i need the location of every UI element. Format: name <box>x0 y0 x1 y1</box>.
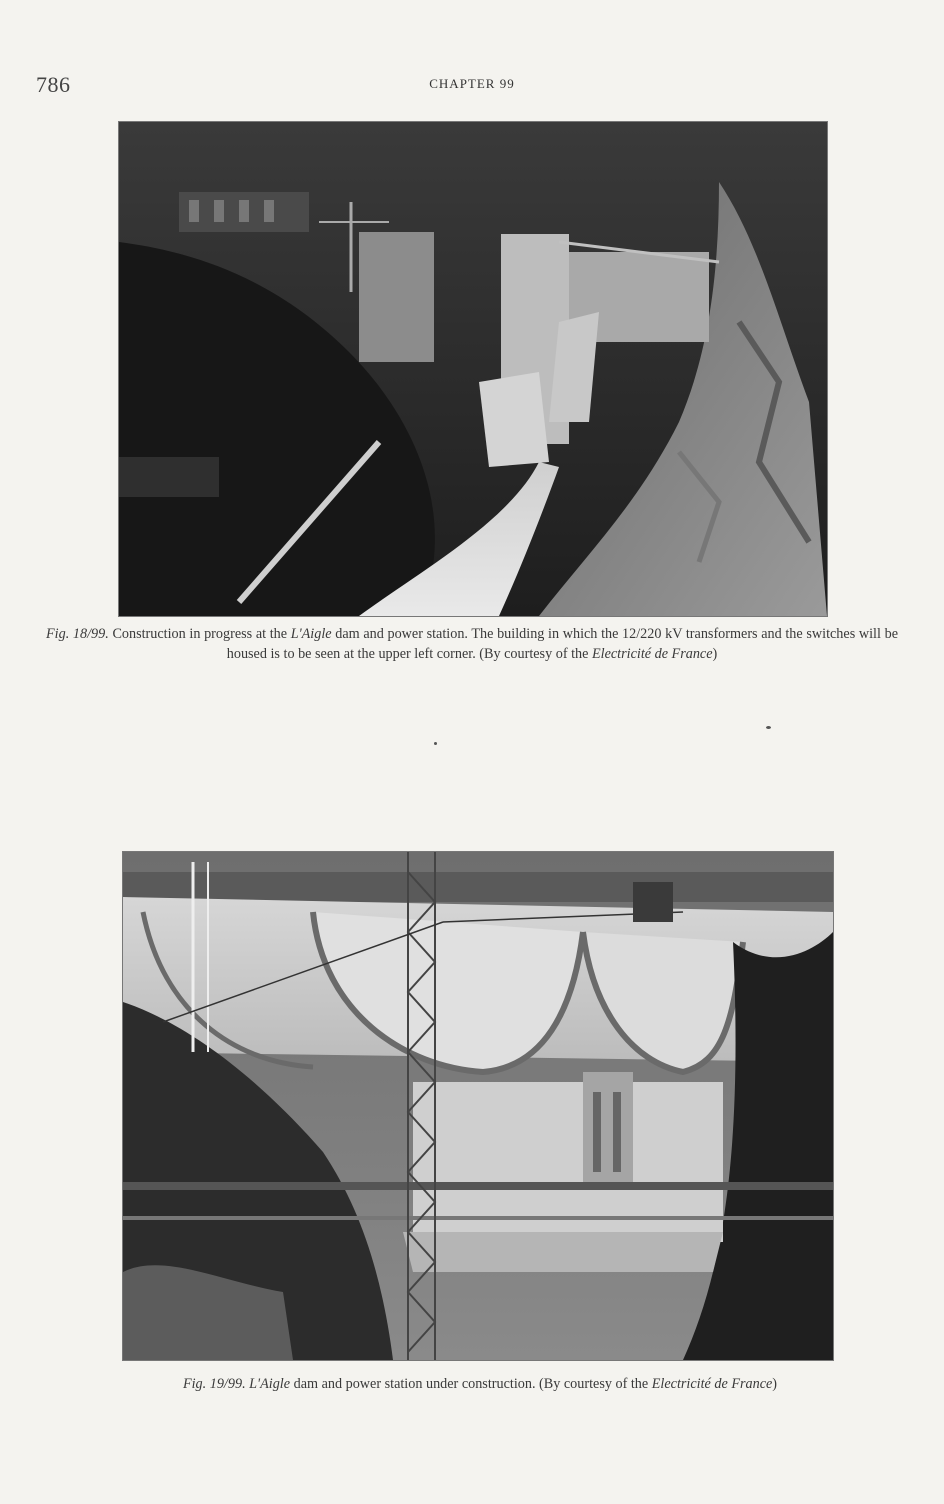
figure-19-label: Fig. 19/99. <box>182 1376 246 1392</box>
print-speck <box>434 742 437 745</box>
figure-18-caption <box>46 624 898 664</box>
figure-19-caption <box>40 1374 920 1394</box>
print-speck <box>766 726 771 729</box>
figure-18-label: Fig. 18/99. <box>46 626 109 642</box>
caption-text: dam and power station. The building in which the 12/220 kV transformers and the switches will be housed is to be seen at the upper left corner. (By courtesy of the <box>226 626 898 662</box>
caption-text: ) <box>772 1376 778 1392</box>
caption-source: Electricité de France <box>651 1376 773 1392</box>
caption-text: ) <box>712 646 718 662</box>
caption-text: dam and power station under construction. (By courtesy of the <box>290 1376 652 1392</box>
figure-18-photo <box>118 121 828 617</box>
page-number: 786 <box>36 72 71 97</box>
caption-source: Electricité de France <box>591 646 713 662</box>
figure-19-photo <box>122 851 834 1361</box>
caption-dam-name: L'Aigle <box>249 1376 291 1392</box>
caption-dam-name: L'Aigle <box>290 626 332 642</box>
caption-text: Construction in progress at the <box>108 626 291 642</box>
running-head: CHAPTER 99 <box>429 76 515 91</box>
